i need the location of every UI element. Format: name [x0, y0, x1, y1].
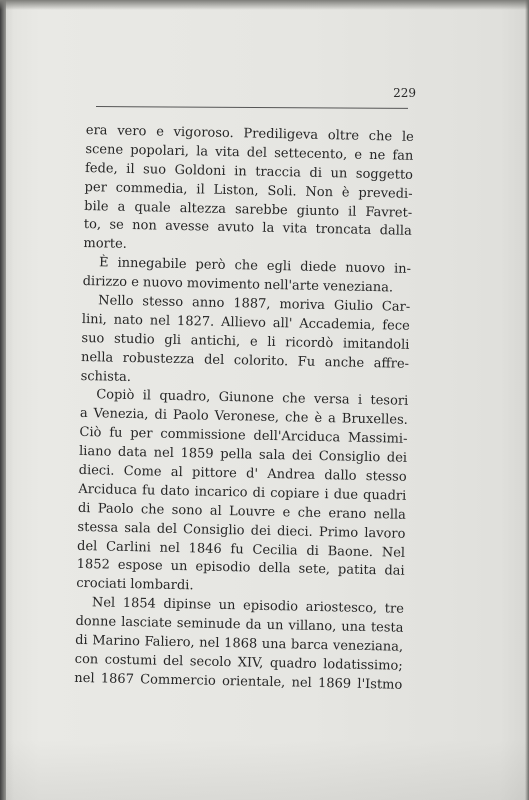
text-line: schista.	[80, 368, 132, 385]
text-line: nella robustezza del colorito. Fu anche affre-	[80, 349, 410, 372]
text-line: di Paolo che sono al Louvre e che erano nella	[77, 500, 406, 523]
text-line: donne lasciate seminude da un villano, una testa	[75, 614, 404, 636]
text-line: suo studio gli antichi, e li ricordò imitandoli	[81, 330, 410, 353]
page-spine-shadow	[0, 0, 6, 800]
text-line: dirizzo e nuovo movimento nell'arte veneziana.	[82, 274, 394, 296]
text-line: era vero e vigoroso. Prediligeva oltre che le	[85, 122, 414, 145]
text-line: scene popolari, la vita del settecento, e ne fan	[85, 141, 414, 164]
text-line: Ciò fu per commissione dell'Arciduca Massimi-	[79, 425, 408, 448]
header-rule	[96, 106, 408, 109]
text-line: Nel 1854 dipinse un episodio ariostesco, tre	[91, 595, 405, 618]
text-line: Copiò il quadro, Giunone che versa i tesori	[96, 387, 409, 410]
text-line: È innegabile però che egli diede nuovo in-	[98, 255, 412, 278]
text-line: di Marino Faliero, nel 1868 una barca veneziana,	[74, 632, 404, 655]
text-line: liano data nel 1859 pella sala dei Consiglio dei	[78, 444, 408, 466]
text-line: lini, nato nel 1827. Allievo all' Accademia, fece	[81, 311, 410, 334]
text-line: stessa sala del Consiglio dei dieci. Primo lavoro	[77, 519, 406, 542]
text-line: per commedia, il Liston, Soli. Non è prevedi-	[84, 179, 413, 202]
text-line: bile a quale altezza sarebbe giunto il Favret-	[84, 198, 413, 221]
text-line: del Carlini nel 1846 fu Cecilia di Baone. Nel	[76, 538, 406, 561]
text-line: 1852 espose un episodio della sete, patita dai	[76, 557, 405, 580]
text-line: fede, il suo Goldoni in traccia di un soggetto	[84, 160, 414, 183]
text-line: to, se non avesse avuto la vita troncata dalla	[83, 217, 412, 240]
text-line: crociati lombardi.	[76, 576, 194, 594]
text-line: dieci. Come al pittore d' Andrea dallo stesso	[78, 462, 407, 485]
body-text	[74, 122, 414, 695]
right-edge-shadow	[525, 0, 529, 800]
text-line: a Venezia, di Paolo Veronese, che è a Bruxelles.	[79, 406, 408, 429]
text-line: con costumi del secolo XIV, quadro lodatissimo;	[74, 651, 403, 674]
text-line: Arciduca fu dato incarico di copiare i due quadri	[78, 481, 407, 504]
page-number: 229	[393, 86, 416, 100]
text-line: morte.	[83, 236, 128, 253]
text-line: Nello stesso anno 1887, moriva Giulio Car-	[98, 293, 411, 315]
bottom-edge-shade	[0, 740, 529, 800]
text-line: nel 1867 Commercio orientale, nel 1869 l'Istmo	[74, 670, 403, 693]
top-edge-shadow	[0, 0, 529, 10]
